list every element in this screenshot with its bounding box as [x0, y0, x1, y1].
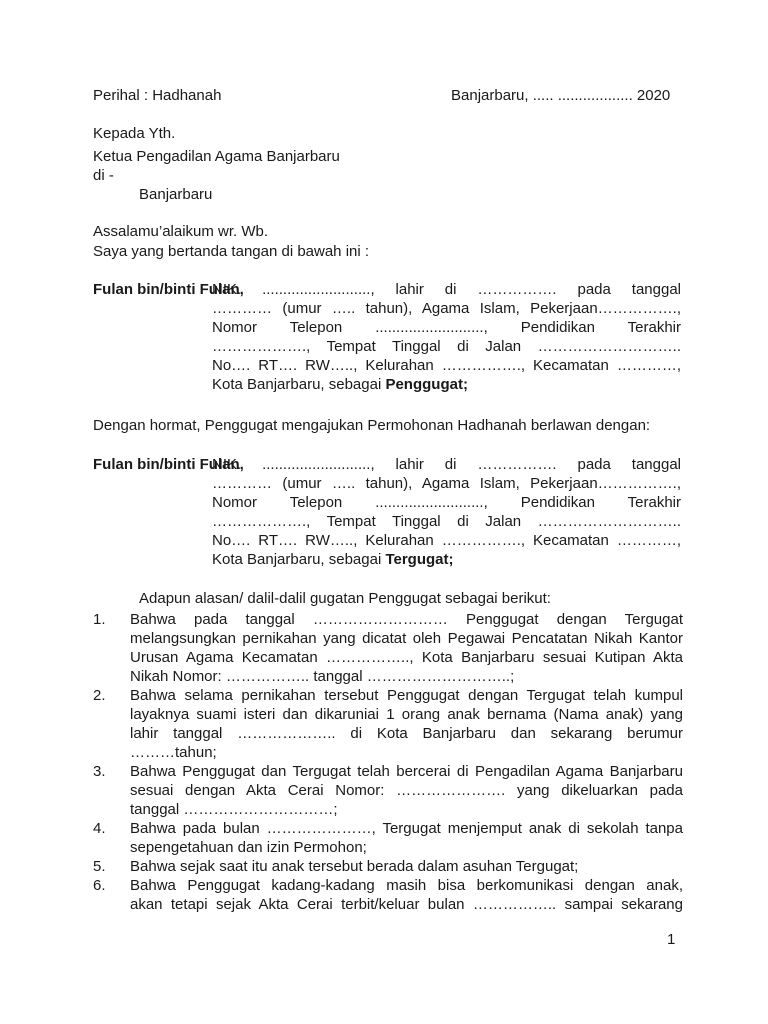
greeting: Assalamu’alaikum wr. Wb.	[93, 223, 269, 240]
list-item	[93, 819, 683, 857]
tergugat-line-5: No…. RT…. RW….., Kelurahan ……………., Kecamatan …………,	[212, 532, 681, 549]
tergugat-line-4: ………………., Tempat Tinggal di Jalan ………………………..	[212, 513, 681, 530]
tergugat-line-2: ………… (umur ….. tahun), Agama Islam, Pekerjaan…………….,	[212, 475, 681, 492]
list-line: sesuai dengan Akta Cerai Nomor: …………………. yang dikeluarkan pada	[130, 782, 683, 799]
reasons-intro: Adapun alasan/ dalil-dalil gugatan Penggugat sebagai berikut:	[139, 590, 551, 607]
list-item	[93, 762, 683, 819]
penggugat-line-1: NIK. .........................., lahir di ……………. pada tanggal	[212, 281, 681, 298]
list-number: 4.	[93, 820, 106, 837]
recipient-city: Banjarbaru	[139, 186, 213, 203]
list-line: Bahwa pada tanggal ……………………… Penggugat dengan Tergugat	[130, 611, 683, 628]
tergugat-block	[93, 455, 681, 569]
list-item	[93, 686, 683, 762]
list-number: 3.	[93, 763, 106, 780]
list-number: 2.	[93, 687, 106, 704]
tergugat-line-3: Nomor Telepon .........................., Pendidikan Terakhir	[212, 494, 681, 511]
list-line: sepengetahuan dan izin Permohon;	[130, 839, 367, 856]
list-number: 1.	[93, 611, 106, 628]
page-number: 1	[667, 931, 676, 948]
tergugat-line-6: Kota Banjarbaru, sebagai	[212, 551, 386, 568]
list-line: ………tahun;	[130, 744, 217, 761]
subject-line: Perihal : Hadhanah	[93, 87, 222, 104]
list-number: 6.	[93, 877, 106, 894]
list-item	[93, 876, 683, 914]
list-number: 5.	[93, 858, 106, 875]
tergugat-name: Fulan bin/binti Fulan,	[93, 456, 244, 473]
penggugat-line-5: No…. RT…. RW….., Kelurahan ……………., Kecamatan …………,	[212, 357, 681, 374]
place-date: Banjarbaru, ..... .................. 2020	[451, 87, 671, 104]
list-item	[93, 857, 683, 876]
list-line: Urusan Agama Kecamatan …………….., Kota Banjarbaru sesuai Kutipan Akta	[130, 649, 683, 666]
recipient-di: di -	[93, 167, 114, 184]
list-line: Bahwa Penggugat dan Tergugat telah bercerai di Pengadilan Agama Banjarbaru	[130, 763, 683, 780]
penggugat-block	[93, 280, 681, 394]
penggugat-name: Fulan bin/binti Fulan,	[93, 281, 244, 298]
list-line: akan tetapi sejak Akta Cerai terbit/keluar bulan …………….. sampai sekarang	[130, 896, 683, 913]
list-line: layaknya suami isteri dan dikaruniai 1 orang anak bernama (Nama anak) yang	[130, 706, 683, 723]
list-line: tanggal …………………………;	[130, 801, 338, 818]
recipient-title: Ketua Pengadilan Agama Banjarbaru	[93, 148, 340, 165]
list-line: Bahwa Penggugat kadang-kadang masih bisa berkomunikasi dengan anak,	[130, 877, 683, 894]
list-line: lahir tanggal ……………….. di Kota Banjarbaru dan sekarang berumur	[130, 725, 683, 742]
penggugat-role: Penggugat;	[385, 376, 468, 393]
penggugat-line-6: Kota Banjarbaru, sebagai	[212, 376, 386, 393]
intro-text: Saya yang bertanda tangan di bawah ini :	[93, 243, 370, 260]
penggugat-line-2: ………… (umur ….. tahun), Agama Islam, Pekerjaan…………….,	[212, 300, 681, 317]
penggugat-line-4: ………………., Tempat Tinggal di Jalan ………………………..	[212, 338, 681, 355]
statement-text: Dengan hormat, Penggugat mengajukan Permohonan Hadhanah berlawan dengan:	[93, 417, 651, 434]
list-line: melangsungkan pernikahan yang dicatat oleh Pegawai Pencatatan Nikah Kantor	[130, 630, 683, 647]
list-line: Bahwa selama pernikahan tersebut Penggugat dengan Tergugat telah kumpul	[130, 687, 683, 704]
tergugat-role: Tergugat;	[385, 551, 454, 568]
list-line: Nikah Nomor: …………….. tanggal ………………………..;	[130, 668, 515, 685]
penggugat-line-3: Nomor Telepon .........................., Pendidikan Terakhir	[212, 319, 681, 336]
list-item	[93, 610, 683, 686]
recipient-salutation: Kepada Yth.	[93, 125, 176, 142]
tergugat-line-1: NIK. .........................., lahir di ……………. pada tanggal	[212, 456, 681, 473]
list-line: Bahwa sejak saat itu anak tersebut berada dalam asuhan Tergugat;	[130, 858, 579, 875]
reasons-list	[93, 610, 683, 914]
list-line: Bahwa pada bulan …………………, Tergugat menjemput anak di sekolah tanpa	[130, 820, 683, 837]
